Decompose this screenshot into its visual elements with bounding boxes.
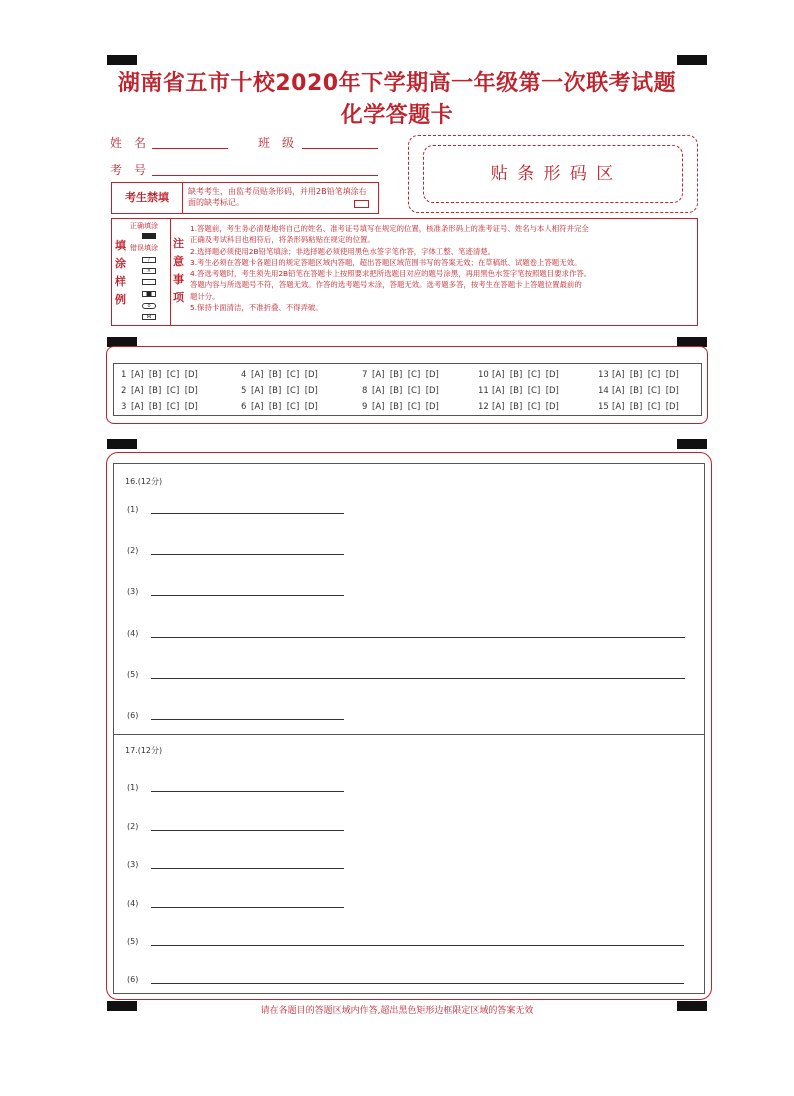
q16-answer-line-3[interactable] <box>151 595 344 596</box>
notes-chars: 注 意 事 项 <box>173 237 184 304</box>
absent-mark-box[interactable] <box>354 200 369 208</box>
name-field[interactable] <box>152 148 228 149</box>
answer-section-inner <box>113 463 705 994</box>
q17-answer-line-6[interactable] <box>151 983 684 984</box>
wrong-fill-swatch-slash: / <box>142 257 156 263</box>
class-label: 班 级 <box>258 136 295 150</box>
question-16-title: 16.(12分) <box>125 477 163 486</box>
choice-number: 8 <box>362 386 368 396</box>
choice-options[interactable]: [A] [B] [C] [D] <box>251 402 318 412</box>
choice-options[interactable]: [A] [B] [C] [D] <box>612 370 679 380</box>
choice-options[interactable]: [A] [B] [C] [D] <box>492 370 559 380</box>
wrong-fill-swatch-half <box>142 291 156 297</box>
choice-options[interactable]: [A] [B] [C] [D] <box>492 386 559 396</box>
instructions-box <box>111 218 698 326</box>
absent-label: 考生禁填 <box>112 183 183 213</box>
q17-part-5: (5) <box>127 937 139 946</box>
q16-answer-line-2[interactable] <box>151 554 344 555</box>
registration-mark <box>107 55 137 65</box>
footer-warning: 请在各题目的答题区域内作答,超出黑色矩形边框限定区域的答案无效 <box>260 1006 534 1016</box>
correct-fill-swatch <box>142 233 156 239</box>
registration-mark <box>677 439 707 449</box>
choice-number: 7 <box>362 370 368 380</box>
choice-number: 12 <box>478 402 489 412</box>
choice-number: 2 <box>121 386 127 396</box>
note-line: 正确及考试科目也相符后，将条形码粘贴在规定的位置。 <box>190 235 375 245</box>
q17-part-3: (3) <box>127 860 139 869</box>
q16-answer-line-1[interactable] <box>151 513 344 514</box>
q17-part-2: (2) <box>127 822 139 831</box>
q16-part-2: (2) <box>127 546 139 555</box>
absent-text: 缺考考生，由监考员贴条形码，并用2B铅笔填涂右 面的缺考标记。 <box>188 187 367 207</box>
q16-answer-line-6[interactable] <box>151 719 344 720</box>
q17-answer-line-3[interactable] <box>151 868 344 869</box>
choice-options[interactable]: [A] [B] [C] [D] <box>131 370 198 380</box>
q16-part-5: (5) <box>127 670 139 679</box>
registration-mark <box>107 439 137 449</box>
q17-answer-line-5[interactable] <box>151 945 684 946</box>
question-divider <box>113 734 704 735</box>
fill-example-chars: 填 涂 样 例 <box>115 239 126 306</box>
q16-part-1: (1) <box>127 505 139 514</box>
page-subtitle: 化学答题卡 <box>340 103 454 128</box>
choice-options[interactable]: [A] [B] [C] [D] <box>131 402 198 412</box>
notes-text <box>190 223 695 313</box>
wrong-fill-swatch-x: ⋈ <box>142 314 156 320</box>
choice-options[interactable]: [A] [B] [C] [D] <box>492 402 559 412</box>
fill-example <box>112 219 171 325</box>
choice-options[interactable]: [A] [B] [C] [D] <box>372 402 439 412</box>
choice-options[interactable]: [A] [B] [C] [D] <box>251 386 318 396</box>
choice-number: 10 <box>478 370 489 380</box>
registration-mark <box>677 55 707 65</box>
choice-number: 3 <box>121 402 127 412</box>
note-line: 答题内容与所选题号不符，答题无效。作答的选考题号未涂，答题无效。选考题多答，按考生在答题卡上答题位置最前的 <box>190 280 582 290</box>
q16-answer-line-4[interactable] <box>151 637 685 638</box>
exam-no-field[interactable] <box>152 175 378 176</box>
q17-answer-line-2[interactable] <box>151 830 344 831</box>
choice-number: 1 <box>121 370 127 380</box>
choice-number: 4 <box>241 370 247 380</box>
choice-options[interactable]: [A] [B] [C] [D] <box>612 386 679 396</box>
q17-part-6: (6) <box>127 975 139 984</box>
correct-fill-label: 正确填涂 <box>130 222 158 230</box>
choice-number: 9 <box>362 402 368 412</box>
q17-part-4: (4) <box>127 899 139 908</box>
q16-part-3: (3) <box>127 587 139 596</box>
choice-number: 15 <box>598 402 609 412</box>
wrong-fill-swatch-circle: o <box>142 303 156 309</box>
q16-answer-line-5[interactable] <box>151 678 685 679</box>
wrong-fill-label: 错误填涂 <box>130 244 158 252</box>
choice-number: 11 <box>478 386 489 396</box>
barcode-inner <box>423 145 683 203</box>
wrong-fill-swatch-cross: × <box>142 268 156 274</box>
note-line: 3.考生必须在答题卡各题目的规定答题区域内答题，超出答题区域范围书写的答案无效；在草稿纸、试题卷上答题无效。 <box>190 257 582 267</box>
note-line: 5.保持卡面清洁，不准折叠、不得弄破。 <box>190 303 323 313</box>
exam-no-label: 考 号 <box>110 163 147 177</box>
choice-number: 13 <box>598 370 609 380</box>
choice-number: 14 <box>598 386 609 396</box>
note-line: 题计分。 <box>190 291 220 301</box>
q17-part-1: (1) <box>127 783 139 792</box>
q17-answer-line-1[interactable] <box>151 791 344 792</box>
q16-part-4: (4) <box>127 629 139 638</box>
page-title: 湖南省五市十校2020年下学期高一年级第一次联考试题 <box>117 71 677 96</box>
class-field[interactable] <box>302 148 378 149</box>
note-line: 4.答选考题时，考生须先用2B铅笔在答题卡上按照要求把所选题目对应的题号涂黑，再用黑色水签字笔按照题目要求作答。 <box>190 269 592 279</box>
name-label: 姓 名 <box>110 136 147 150</box>
q17-answer-line-4[interactable] <box>151 907 344 908</box>
wrong-fill-swatch-dot: · <box>142 279 156 285</box>
note-line: 2.选择题必须使用2B铅笔填涂；非选择题必须使用黑色水签字笔作答，字体工整、笔迹清楚。 <box>190 246 496 256</box>
choice-number: 5 <box>241 386 247 396</box>
choice-options[interactable]: [A] [B] [C] [D] <box>372 386 439 396</box>
note-line: 1.答题前，考生务必清楚地将自己的姓名、准考证号填写在规定的位置，核准条形码上的准考证号、姓名与本人相符并完全 <box>190 224 589 233</box>
choice-options[interactable]: [A] [B] [C] [D] <box>612 402 679 412</box>
absent-box <box>111 182 379 214</box>
choice-options[interactable]: [A] [B] [C] [D] <box>131 386 198 396</box>
choice-options[interactable]: [A] [B] [C] [D] <box>372 370 439 380</box>
q16-part-6: (6) <box>127 711 139 720</box>
choice-number: 6 <box>241 402 247 412</box>
question-17-title: 17.(12分) <box>125 746 163 755</box>
choice-options[interactable]: [A] [B] [C] [D] <box>251 370 318 380</box>
barcode-area <box>408 135 698 213</box>
barcode-label: 贴 条 形 码 区 <box>490 164 616 184</box>
